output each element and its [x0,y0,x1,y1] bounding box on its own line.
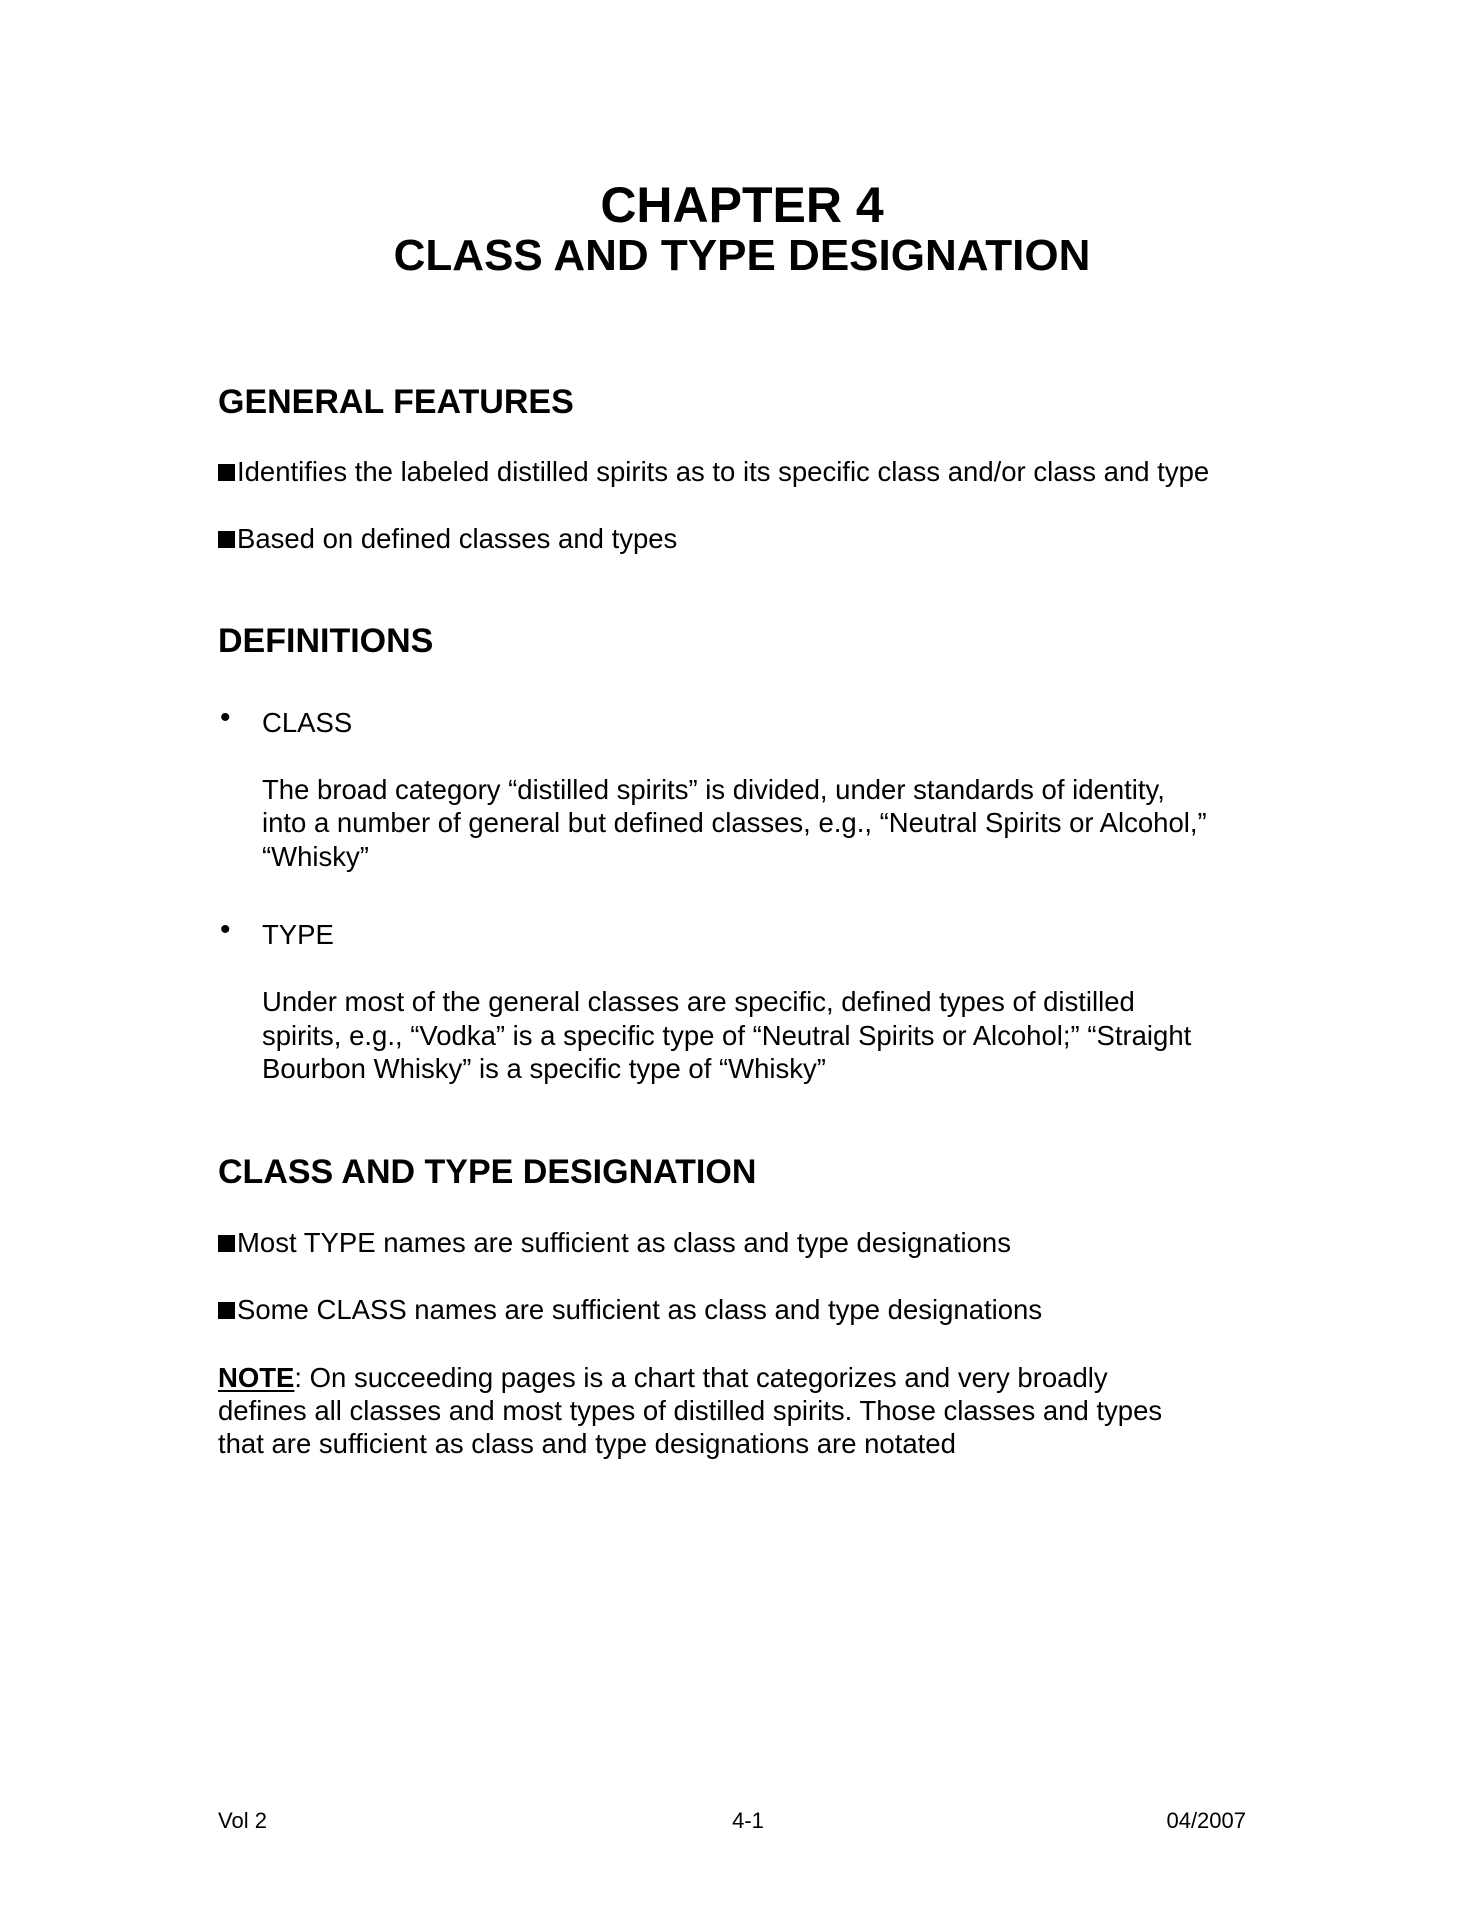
definition-term-type: TYPE [262,919,334,950]
list-item: Some CLASS names are sufficient as class and type designations [218,1296,1042,1324]
footer-page-number: 4-1 [732,1808,764,1833]
footer-volume: Vol 2 [218,1808,267,1833]
section-heading-general-features: GENERAL FEATURES [218,383,574,421]
note-line: defines all classes and most types of distilled spirits. Those classes and types [218,1395,1163,1426]
page-title: CLASS AND TYPE DESIGNATION [393,231,1091,280]
bullet-icon: • [220,913,231,946]
footer-date: 04/2007 [1166,1808,1246,1833]
definition-text: Bourbon Whisky” is a specific type of “Whisky” [262,1053,826,1084]
square-bullet-icon [218,1235,235,1252]
definition-text: “Whisky” [262,841,369,872]
list-item: Identifies the labeled distilled spirits as to its specific class and/or class and type [218,458,1209,486]
bullet-icon: • [220,701,231,734]
section-heading-designation: CLASS AND TYPE DESIGNATION [218,1153,757,1191]
definition-text: spirits, e.g., “Vodka” is a specific type of “Neutral Spirits or Alcohol;” “Straight [262,1020,1192,1051]
definition-text: The broad category “distilled spirits” is divided, under standards of identity, [262,774,1165,805]
definition-text: Under most of the general classes are specific, defined types of distilled [262,986,1135,1017]
square-bullet-icon [218,464,235,481]
list-item: Most TYPE names are sufficient as class and type designations [218,1229,1011,1257]
definition-text: into a number of general but defined classes, e.g., “Neutral Spirits or Alcohol,” [262,807,1207,838]
note-line: NOTE: On succeeding pages is a chart that categorizes and very broadly [218,1362,1108,1393]
list-item: Based on defined classes and types [218,525,677,553]
square-bullet-icon [218,1302,235,1319]
note-line: that are sufficient as class and type designations are notated [218,1428,956,1459]
square-bullet-icon [218,531,235,548]
note-label: NOTE [218,1362,295,1393]
definition-term-class: CLASS [262,707,353,738]
chapter-number: CHAPTER 4 [600,177,884,233]
section-heading-definitions: DEFINITIONS [218,622,434,660]
